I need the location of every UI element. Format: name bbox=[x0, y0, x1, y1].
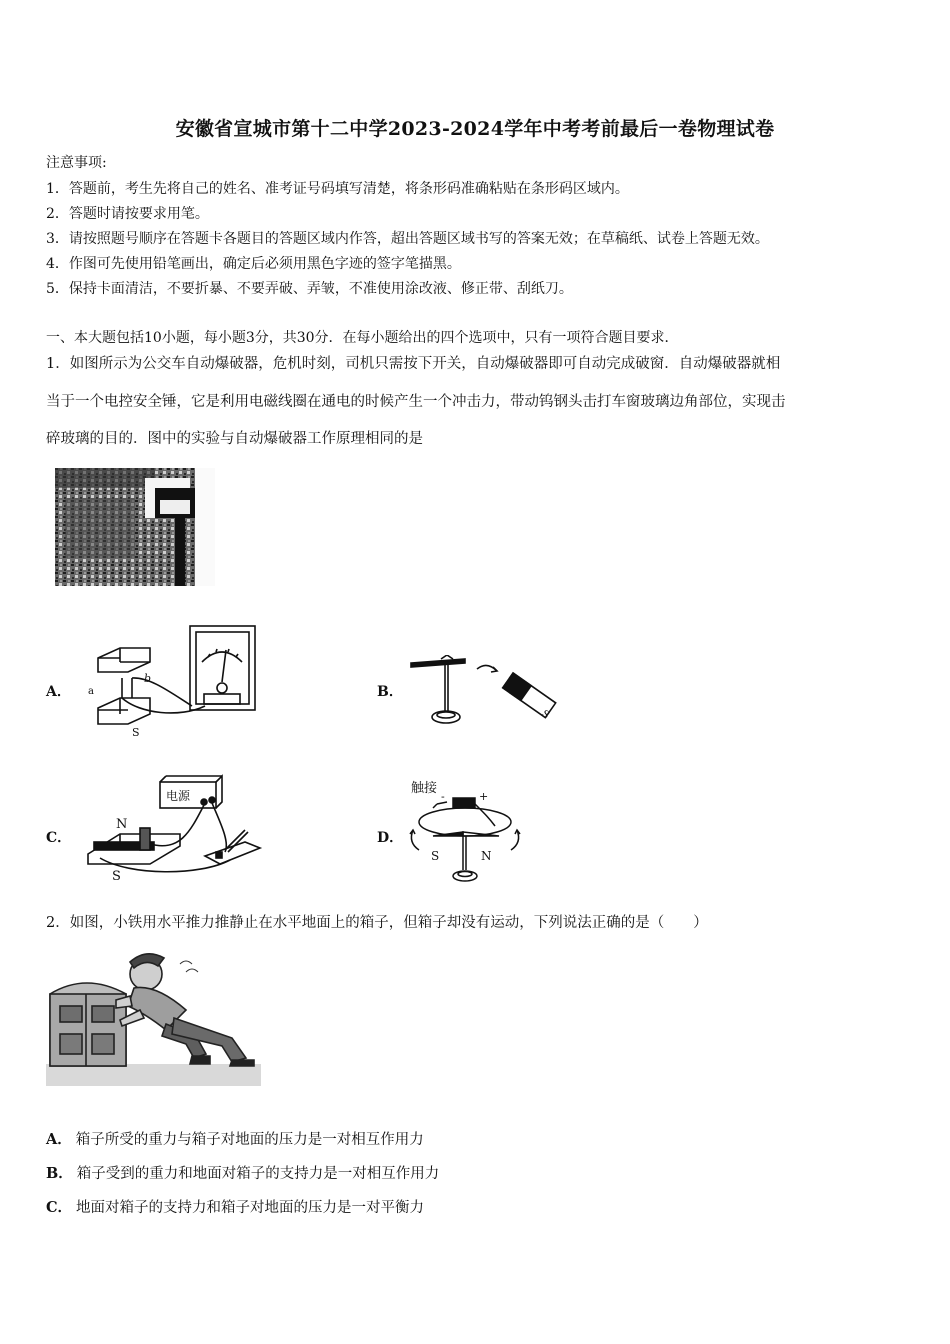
question-1-line: 碎玻璃的目的．图中的实验与自动爆破器工作原理相同的是 bbox=[46, 431, 423, 447]
option-d-minus-label: - bbox=[441, 790, 445, 803]
notice-item: 4．作图可先使用铅笔画出，确定后必须用黑色字迹的签字笔描黑。 bbox=[46, 256, 461, 272]
option-c-label[interactable]: C． bbox=[46, 830, 72, 846]
question-1-line: 1．如图所示为公交车自动爆破器，危机时刻，司机只需按下开关，自动爆破器即可自动完成破窗．自动爆破器就相 bbox=[46, 356, 781, 372]
pushing-box-illustration bbox=[46, 944, 261, 1086]
q2-option-b[interactable] bbox=[46, 1162, 439, 1183]
option-c-n-label: N bbox=[116, 817, 128, 832]
notice-item: 3．请按照题号顺序在答题卡各题目的答题区域内作答，超出答题区域书写的答案无效；在草稿纸、试卷上答题无效。 bbox=[46, 231, 769, 247]
option-b-s-label: S bbox=[539, 708, 552, 722]
page-title: 安徽省宣城市第十二中学2023-2024学年中考考前最后一卷物理试卷 bbox=[175, 118, 775, 140]
option-c-figure[interactable] bbox=[80, 772, 270, 884]
option-d-label[interactable]: D． bbox=[377, 830, 404, 846]
q2-option-a-text: 箱子所受的重力与箱子对地面的压力是一对相互作用力 bbox=[75, 1132, 424, 1148]
notice-heading: 注意事项: bbox=[46, 155, 107, 171]
option-a-figure[interactable] bbox=[80, 622, 265, 740]
option-c-s-label: S bbox=[112, 869, 121, 884]
option-d-plus-label: + bbox=[479, 790, 489, 803]
option-d-figure[interactable] bbox=[405, 774, 525, 886]
notice-item: 5．保持卡面清洁，不要折暴、不要弄破、弄皱，不准使用涂改液、修正带、刮纸刀。 bbox=[46, 281, 573, 297]
q2-option-b-text: 箱子受到的重力和地面对箱子的支持力是一对相互作用力 bbox=[76, 1166, 440, 1182]
q2-option-c-text: 地面对箱子的支持力和箱子对地面的压力是一对平衡力 bbox=[76, 1200, 425, 1216]
q2-option-b-label: B． bbox=[46, 1165, 73, 1182]
option-a-b-label: b bbox=[144, 672, 152, 685]
question-1-line: 当于一个电控安全锤，它是利用电磁线圈在通电的时候产生一个冲击力，带动钨钢头击打车窗玻璃边角部位，实现击 bbox=[46, 394, 786, 410]
option-d-s-label: S bbox=[431, 849, 440, 863]
option-a-s-label: S bbox=[132, 726, 140, 739]
option-d-n-label: N bbox=[481, 849, 492, 863]
option-b-label[interactable]: B． bbox=[377, 684, 403, 700]
q2-option-a[interactable] bbox=[46, 1128, 424, 1149]
option-b-figure[interactable] bbox=[405, 655, 560, 730]
q2-option-c-label: C． bbox=[46, 1199, 73, 1216]
option-d-touch-label: 触接 bbox=[411, 781, 438, 796]
notice-item: 2．答题时请按要求用笔。 bbox=[46, 206, 209, 222]
option-a-label[interactable]: A． bbox=[46, 684, 71, 700]
notice-item: 1．答题前，考生先将自己的姓名、准考证号码填写清楚，将条形码准确粘贴在条形码区域内。 bbox=[46, 181, 629, 197]
auto-breaker-photo bbox=[55, 468, 215, 588]
option-a-a-label: a bbox=[88, 686, 94, 697]
option-c-power-label: 电源 bbox=[166, 789, 191, 803]
q2-option-a-label: A． bbox=[46, 1131, 72, 1148]
q2-option-c[interactable] bbox=[46, 1196, 424, 1217]
question-2-stem: 2．如图，小铁用水平推力推静止在水平地面上的箱子，但箱子却没有运动，下列说法正确的是（ ） bbox=[46, 915, 708, 931]
section-heading: 一、本大题包括10小题，每小题3分，共30分．在每小题给出的四个选项中，只有一项符合题目要求． bbox=[46, 330, 679, 346]
